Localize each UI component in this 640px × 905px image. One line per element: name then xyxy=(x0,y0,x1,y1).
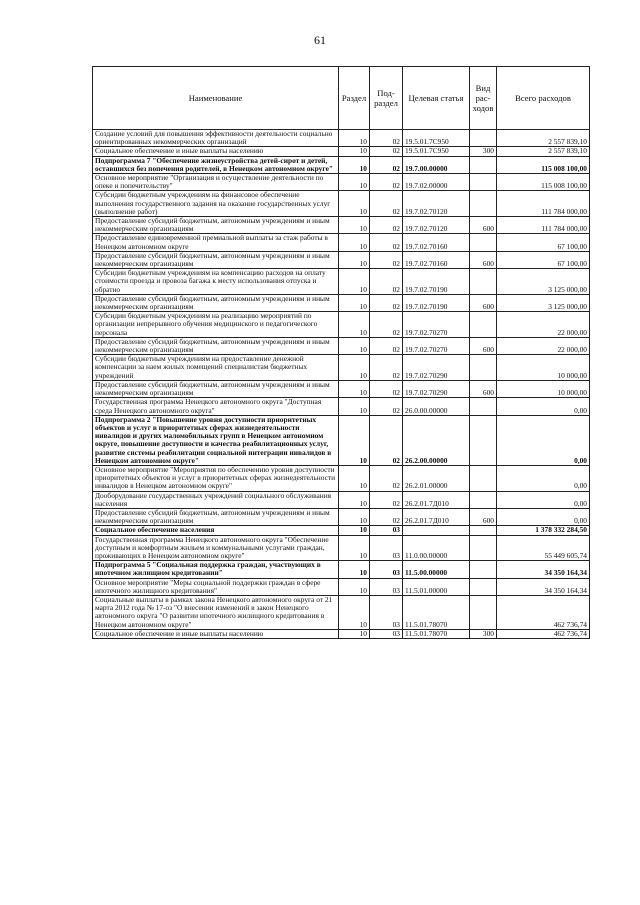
row-expense-type xyxy=(470,595,497,629)
row-target-article: 19.7.02.70190 xyxy=(403,269,470,295)
row-name: Государственная программа Ненецкого автономного округа "Доступная среда Ненецкого автономного округа" xyxy=(93,398,339,415)
row-target-article: 19.7.00.00000 xyxy=(403,156,470,173)
table-row xyxy=(93,191,590,217)
row-subsection: 02 xyxy=(370,269,403,295)
row-subsection: 02 xyxy=(370,508,403,525)
row-expense-type: 600 xyxy=(470,508,497,525)
row-total: 0,00 xyxy=(497,465,590,491)
row-expense-type xyxy=(470,191,497,217)
row-target-article: 19.7.02.70290 xyxy=(403,355,470,381)
row-target-article: 19.7.02.70190 xyxy=(403,294,470,311)
row-name: Предоставление субсидий бюджетным, автономным учреждениям и иным некоммерческим организациям xyxy=(93,217,339,234)
row-expense-type: 600 xyxy=(470,380,497,397)
row-target-article: 19.7.02.70270 xyxy=(403,337,470,354)
row-target-article: 11.5.00.00000 xyxy=(403,561,470,578)
row-expense-type xyxy=(470,465,497,491)
row-name: Субсидии бюджетным учреждениям на финансовое обеспечение выполнения государственного задания на оказание государственных услуг (выполнение работ) xyxy=(93,191,339,217)
row-target-article: 19.7.02.70160 xyxy=(403,234,470,251)
table-row xyxy=(93,535,590,561)
row-subsection: 03 xyxy=(370,578,403,595)
table-row xyxy=(93,130,590,147)
row-section: 10 xyxy=(339,174,370,191)
row-total: 22 000,00 xyxy=(497,337,590,354)
table-row xyxy=(93,415,590,465)
row-name: Субсидии бюджетным учреждениям на предоставление денежной компенсации за наем жилых помещений специалистам бюджетных учреждений xyxy=(93,355,339,381)
row-name: Подпрограмма 5 "Социальная поддержка граждан, участвующих в ипотечном жилищном кредитовании" xyxy=(93,561,339,578)
row-total: 67 100,00 xyxy=(497,234,590,251)
row-section: 10 xyxy=(339,355,370,381)
row-section: 10 xyxy=(339,269,370,295)
budget-table xyxy=(92,66,590,639)
row-subsection: 02 xyxy=(370,312,403,338)
table-row xyxy=(93,561,590,578)
row-subsection: 02 xyxy=(370,465,403,491)
row-name: Социальное обеспечение населения xyxy=(93,526,339,535)
row-total: 111 784 000,00 xyxy=(497,191,590,217)
row-section: 10 xyxy=(339,491,370,508)
row-expense-type xyxy=(470,491,497,508)
header-total: Всего расходов xyxy=(497,67,590,130)
row-section: 10 xyxy=(339,398,370,415)
row-target-article xyxy=(403,526,470,535)
row-expense-type xyxy=(470,398,497,415)
row-total: 115 008 100,00 xyxy=(497,156,590,173)
table-row xyxy=(93,217,590,234)
row-section: 10 xyxy=(339,415,370,465)
row-name: Предоставление субсидий бюджетным, автономным учреждениям и иным некоммерческим организациям xyxy=(93,294,339,311)
row-subsection: 02 xyxy=(370,147,403,156)
row-expense-type xyxy=(470,269,497,295)
row-subsection: 02 xyxy=(370,398,403,415)
row-section: 10 xyxy=(339,130,370,147)
table-row xyxy=(93,465,590,491)
row-expense-type: 300 xyxy=(470,147,497,156)
row-total: 67 100,00 xyxy=(497,251,590,268)
row-expense-type xyxy=(470,415,497,465)
table-row xyxy=(93,156,590,173)
row-target-article: 26.2.01.00000 xyxy=(403,465,470,491)
table-row xyxy=(93,355,590,381)
row-name: Подпрограмма 7 "Обеспечение жизнеустройства детей-сирот и детей, оставшихся без попечения родителей, в Ненецком автономном округе" xyxy=(93,156,339,173)
row-total: 115 008 100,00 xyxy=(497,174,590,191)
header-expense-type: Вид рас-ходов xyxy=(470,67,497,130)
row-section: 10 xyxy=(339,217,370,234)
row-section: 10 xyxy=(339,234,370,251)
row-total: 0,00 xyxy=(497,398,590,415)
row-target-article: 26.0.00.00000 xyxy=(403,398,470,415)
table-row xyxy=(93,508,590,525)
row-name: Государственная программа Ненецкого автономного округа "Обеспечение доступным и комфортным жильем и коммунальными услугами граждан, проживающих в Ненецком автономном округе" xyxy=(93,535,339,561)
row-name: Субсидии бюджетным учреждениям на компенсацию расходов на оплату стоимости проезда и провоза багажа к месту использования отпуска и обратно xyxy=(93,269,339,295)
row-subsection: 02 xyxy=(370,294,403,311)
header-subsection: Под-раздел xyxy=(370,67,403,130)
row-subsection: 03 xyxy=(370,561,403,578)
row-total: 0,00 xyxy=(497,491,590,508)
table-row xyxy=(93,251,590,268)
row-subsection: 02 xyxy=(370,380,403,397)
table-row xyxy=(93,578,590,595)
row-target-article: 19.7.02.70270 xyxy=(403,312,470,338)
row-name: Социальное обеспечение и иные выплаты населению xyxy=(93,147,339,156)
row-section: 10 xyxy=(339,380,370,397)
page-number: 61 xyxy=(314,33,326,47)
row-name: Предоставление субсидий бюджетным, автономным учреждениям и иным некоммерческим организациям xyxy=(93,508,339,525)
row-expense-type xyxy=(470,355,497,381)
row-total: 10 000,00 xyxy=(497,380,590,397)
row-target-article: 19.7.02.70120 xyxy=(403,217,470,234)
row-expense-type xyxy=(470,578,497,595)
row-section: 10 xyxy=(339,337,370,354)
row-section: 10 xyxy=(339,578,370,595)
row-total: 462 736,74 xyxy=(497,595,590,629)
table-header-row xyxy=(93,67,590,130)
row-target-article: 11.0.00.00000 xyxy=(403,535,470,561)
table-row xyxy=(93,491,590,508)
row-total: 3 125 000,00 xyxy=(497,269,590,295)
row-section: 10 xyxy=(339,535,370,561)
row-name: Предоставление субсидий бюджетным, автономным учреждениям и иным некоммерческим организациям xyxy=(93,337,339,354)
row-subsection: 03 xyxy=(370,629,403,638)
row-name: Предоставление субсидий бюджетным, автономным учреждениям и иным некоммерческим организациям xyxy=(93,251,339,268)
row-subsection: 02 xyxy=(370,130,403,147)
row-subsection: 02 xyxy=(370,251,403,268)
row-target-article: 19.7.02.70290 xyxy=(403,380,470,397)
row-target-article: 11.5.01.78070 xyxy=(403,595,470,629)
row-subsection: 02 xyxy=(370,355,403,381)
row-expense-type xyxy=(470,312,497,338)
row-expense-type: 600 xyxy=(470,251,497,268)
header-section: Раздел xyxy=(339,67,370,130)
row-section: 10 xyxy=(339,595,370,629)
row-expense-type: 600 xyxy=(470,217,497,234)
header-name: Наименование xyxy=(93,67,339,130)
row-section: 10 xyxy=(339,156,370,173)
row-total: 55 449 605,74 xyxy=(497,535,590,561)
row-expense-type xyxy=(470,130,497,147)
table-row xyxy=(93,234,590,251)
table-row xyxy=(93,526,590,535)
row-target-article: 19.7.02.00000 xyxy=(403,174,470,191)
row-total: 462 736,74 xyxy=(497,629,590,638)
row-subsection: 02 xyxy=(370,234,403,251)
row-name: Предоставление субсидий бюджетным, автономным учреждениям и иным некоммерческим организациям xyxy=(93,380,339,397)
row-section: 10 xyxy=(339,294,370,311)
row-expense-type xyxy=(470,234,497,251)
row-target-article: 19.5.01.7С950 xyxy=(403,130,470,147)
row-target-article: 26.2.01.7Д010 xyxy=(403,508,470,525)
row-section: 10 xyxy=(339,312,370,338)
row-target-article: 19.5.01.7С950 xyxy=(403,147,470,156)
row-target-article: 19.7.02.70160 xyxy=(403,251,470,268)
row-target-article: 11.5.01.78070 xyxy=(403,629,470,638)
table-row xyxy=(93,398,590,415)
row-total: 10 000,00 xyxy=(497,355,590,381)
row-expense-type xyxy=(470,174,497,191)
row-subsection: 02 xyxy=(370,217,403,234)
row-expense-type xyxy=(470,561,497,578)
row-name: Подпрограмма 2 "Повышение уровня доступности приоритетных объектов и услуг в приоритетных сферах жизнедеятельности инвалидов и других маломобильных групп в Ненецком автономном округе, повышение доступности и качества реабилитационных услуг, развитие системы реабилитации социальной интеграции инвалидов в Ненецком автономном округе" xyxy=(93,415,339,465)
table-row xyxy=(93,269,590,295)
row-name: Создание условий для повышения эффективности деятельности социально ориентированных некоммерческих организаций xyxy=(93,130,339,147)
row-target-article: 26.2.01.7Д010 xyxy=(403,491,470,508)
table-row xyxy=(93,174,590,191)
table-row xyxy=(93,312,590,338)
table-row xyxy=(93,380,590,397)
row-total: 1 378 332 284,50 xyxy=(497,526,590,535)
row-subsection: 02 xyxy=(370,415,403,465)
row-name: Основное мероприятие "Организация и осуществление деятельности по опеке и попечительству" xyxy=(93,174,339,191)
row-section: 10 xyxy=(339,251,370,268)
row-subsection: 03 xyxy=(370,526,403,535)
row-total: 2 557 839,10 xyxy=(497,130,590,147)
row-section: 10 xyxy=(339,526,370,535)
row-section: 10 xyxy=(339,508,370,525)
row-subsection: 02 xyxy=(370,191,403,217)
row-total: 3 125 000,00 xyxy=(497,294,590,311)
row-name: Социальные выплаты в рамках закона Ненецкого автономного округа от 21 марта 2012 года № 17-оз "О внесении изменений в закон Ненецкого автономного округа "О развитии ипотечного жилищного кредитования в Ненецком автономном округе" xyxy=(93,595,339,629)
row-expense-type: 600 xyxy=(470,337,497,354)
row-subsection: 02 xyxy=(370,337,403,354)
row-expense-type xyxy=(470,535,497,561)
row-total: 0,00 xyxy=(497,508,590,525)
row-section: 10 xyxy=(339,465,370,491)
row-subsection: 03 xyxy=(370,595,403,629)
row-subsection: 02 xyxy=(370,491,403,508)
row-section: 10 xyxy=(339,629,370,638)
row-expense-type: 600 xyxy=(470,294,497,311)
row-total: 0,00 xyxy=(497,415,590,465)
row-section: 10 xyxy=(339,147,370,156)
row-target-article: 19.7.02.70120 xyxy=(403,191,470,217)
row-total: 34 350 164,34 xyxy=(497,561,590,578)
row-target-article: 26.2.00.00000 xyxy=(403,415,470,465)
row-name: Субсидии бюджетным учреждениям на реализацию мероприятий по организации непрерывного обучения медицинского и педагогического персонала xyxy=(93,312,339,338)
table-row xyxy=(93,595,590,629)
row-section: 10 xyxy=(339,191,370,217)
row-expense-type xyxy=(470,526,497,535)
table-row xyxy=(93,147,590,156)
header-target-article: Целевая статья xyxy=(403,67,470,130)
table-row xyxy=(93,337,590,354)
row-expense-type xyxy=(470,156,497,173)
row-subsection: 03 xyxy=(370,535,403,561)
row-name: Предоставление единовременной премиальной выплаты за стаж работы в Ненецком автономном округе xyxy=(93,234,339,251)
row-name: Основное мероприятие "Мероприятия по обеспечению уровня доступности приоритетных объектов и услуг в приоритетных сферах жизнедеятельности инвалидов в Ненецком автономном округе" xyxy=(93,465,339,491)
row-target-article: 11.5.01.00000 xyxy=(403,578,470,595)
row-total: 34 350 164,34 xyxy=(497,578,590,595)
row-expense-type: 300 xyxy=(470,629,497,638)
table-row xyxy=(93,629,590,638)
row-name: Основное мероприятие "Меры социальной поддержки граждан в сфере ипотечного жилищного кредитования" xyxy=(93,578,339,595)
row-total: 111 784 000,00 xyxy=(497,217,590,234)
table-row xyxy=(93,294,590,311)
row-name: Социальное обеспечение и иные выплаты населению xyxy=(93,629,339,638)
row-subsection: 02 xyxy=(370,174,403,191)
row-subsection: 02 xyxy=(370,156,403,173)
row-total: 22 000,00 xyxy=(497,312,590,338)
row-total: 2 557 839,10 xyxy=(497,147,590,156)
row-section: 10 xyxy=(339,561,370,578)
row-name: Дооборудование государственных учреждений социального обслуживания населения xyxy=(93,491,339,508)
